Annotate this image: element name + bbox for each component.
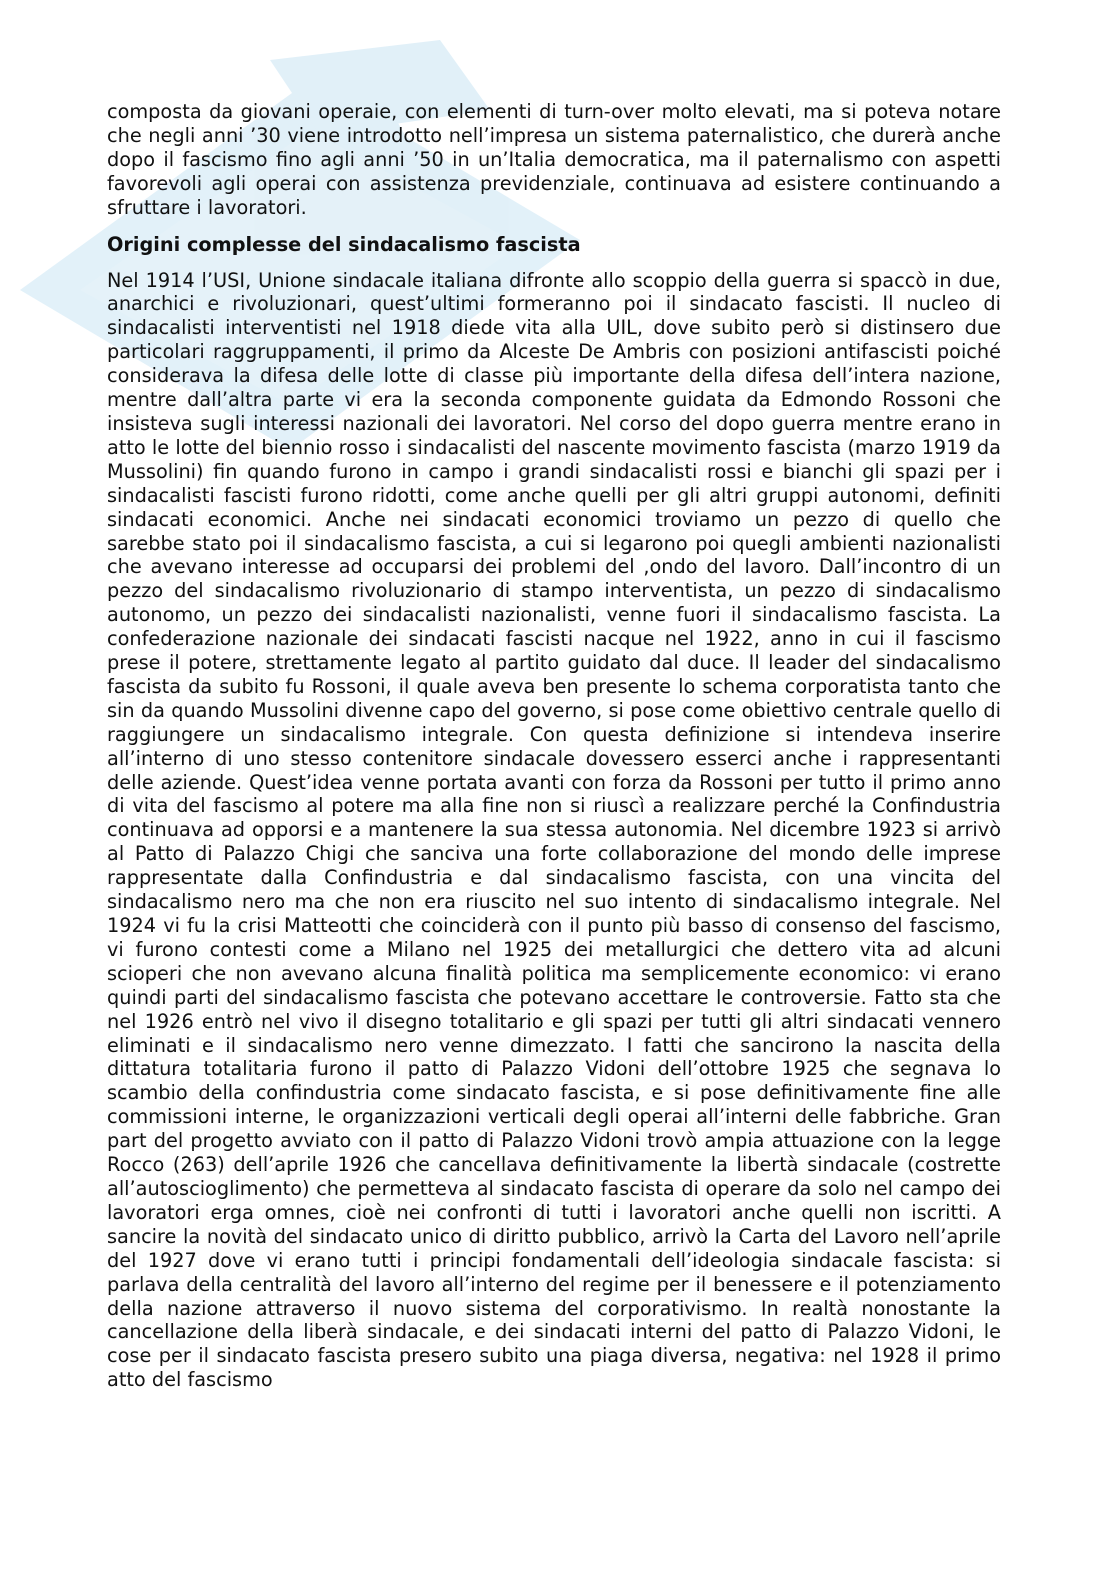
paragraph-main: Nel 1914 l’USI, Unione sindacale italiana difronte allo scoppio della guerra si spaccò in due, anarchici e rivoluzionari, quest’ultimi formeranno poi il sindacato fascisti. Il nucleo di sindacalisti interventisti nel 1918 diede vita alla UIL, dove subito però si distinsero due particolari raggruppamenti, il primo da Alceste De Ambris con posizioni antifascisti poiché considerava la difesa delle lotte di classe più importante della difesa dell’intera nazione, mentre dall’altra parte vi era la seconda componente guidata da Edmondo Rossoni che insisteva sugli interessi nazionali dei lavoratori. Nel corso del dopo guerra mentre erano in atto le lotte del biennio rosso i sindacalisti del nascente movimento fascista (marzo 1919 da Mussolini) fin quando furono in campo i grandi sindacalisti rossi e bianchi gli spazi per i sindacalisti fascisti furono ridotti, come anche quelli per gli altri gruppi autonomi, definiti sindacati economici. Anche nei sindacati economici troviamo un pezzo di quello che sarebbe stato poi il sindacalismo fascista, a cui si legarono poi quegli ambienti nazionalisti che avevano interesse ad occuparsi dei problemi del ,ondo del lavoro. Dall’incontro di un pezzo del sindacalismo rivoluzionario di stampo interventista, un pezzo di sindacalismo autonomo, un pezzo dei sindacalisti nazionalisti, venne fuori il sindacalismo fascista. La confederazione nazionale dei sindacati fascisti nacque nel 1922, anno in cui il fascismo prese il potere, strettamente legato al partito guidato dal duce. Il leader del sindacalismo fascista da subito fu Rossoni, il quale aveva ben presente lo schema corporatista tanto che sin da quando Mussolini divenne capo del governo, si pose come obiettivo centrale quello di raggiungere un sindacalismo integrale. Con questa definizione si intendeva inserire all’interno di uno stesso contenitore sindacale dovessero esserci anche i rappresentanti delle aziende. Quest’idea venne portata avanti con forza da Rossoni per tutto il primo anno di vita del fascismo al potere ma alla fine non si riuscì a realizzare perché la Confindustria continuava ad opporsi e a mantenere la sua stessa autonomia. Nel dicembre 1923 si arrivò al Patto di Palazzo Chigi che sanciva una forte collaborazione del mondo delle imprese rappresentate dalla Confindustria e dal sindacalismo fascista, con una vincita del sindacalismo nero ma che non era riuscito nel suo intento di sindacalismo integrale. Nel 1924 vi fu la crisi Matteotti che coinciderà con il punto più basso di consenso del fascismo, vi furono contesti come a Milano nel 1925 dei metallurgici che dettero vita ad alcuni scioperi che non avevano alcuna finalità politica ma semplicemente economico: vi erano quindi parti del sindacalismo fascista che potevano accettare le controversie. Fatto sta che nel 1926 entrò nel vivo il disegno totalitario e gli spazi per tutti gli altri sindacati vennero eliminati e il sindacalismo nero venne dimezzato. I fatti che sancirono la nascita della dittatura totalitaria furono il patto di Palazzo Vidoni dell’ottobre 1925 che segnava lo scambio della confindustria come sindacato fascista, e si pose definitivamente fine alle commissioni interne, le organizzazioni verticali degli operai all’interni delle fabbriche. Gran part del progetto avviato con il patto di Palazzo Vidoni trovò ampia attuazione con la legge Rocco (263) dell’aprile 1926 che cancellava definitivamente la libertà sindacale (costrette all’autoscioglimento) che permetteva al sindacato fascista di operare da solo nel campo dei lavoratori erga omnes, cioè nei confronti di tutti i lavoratori anche quelli non iscritti. A sancire la novità del sindacato unico di diritto pubblico, arrivò la Carta del Lavoro nell’aprile del 1927 dove vi erano tutti i principi fondamentali dell’ideologia sindacale fascista: si parlava della centralità del lavoro all’interno del regime per il benessere e il potenziamento della nazione attraverso il nuovo sistema del corporativismo. In realtà nonostante la cancellazione della liberà sindacale, e dei sindacati interni del patto di Palazzo Vidoni, le cose per il sindacato fascista presero subito una piaga diversa, negativa: nel 1928 il primo atto del fascismo bbox=[107, 268, 1001, 1392]
document-page bbox=[107, 100, 1001, 1392]
paragraph-intro: composta da giovani operaie, con elementi di turn-over molto elevati, ma si poteva notare che negli anni ’30 viene introdotto nell’impresa un sistema paternalistico, che durerà anche dopo il fascismo fino agli anni ’50 in un’Italia democratica, ma il paternalismo con aspetti favorevoli agli operai con assistenza previdenziale, continuava ad esistere continuando a sfruttare i lavoratori. bbox=[107, 100, 1001, 219]
section-heading: Origini complesse del sindacalismo fascista bbox=[107, 232, 581, 256]
